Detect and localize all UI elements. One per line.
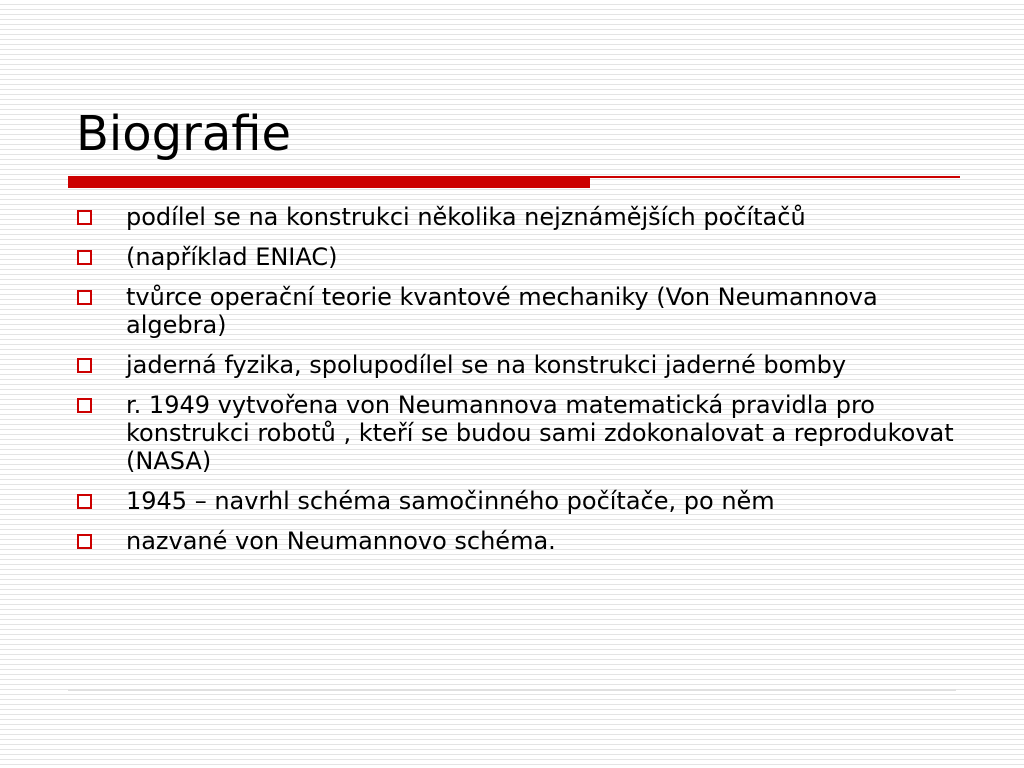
- slide-title: Biografie: [76, 106, 292, 162]
- bullet-text: nazvané von Neumannovo schéma.: [126, 527, 556, 555]
- bullet-text: 1945 – navrhl schéma samočinného počítače, po něm: [126, 487, 775, 515]
- bullet-item: [76, 527, 956, 555]
- bullet-item: [76, 487, 956, 515]
- bullet-item: [76, 203, 956, 231]
- hollow-square-icon: [77, 494, 92, 509]
- bullet-item: [76, 283, 956, 339]
- bullet-item: [76, 243, 956, 271]
- bullet-text: r. 1949 vytvořena von Neumannova matematická pravidla pro konstrukci robotů , kteří se budou sami zdokonalovat a reprodukovat (NASA): [126, 391, 954, 475]
- hollow-square-icon: [77, 290, 92, 305]
- bullet-item: [76, 391, 956, 475]
- bullet-text: jaderná fyzika, spolupodílel se na konstrukci jaderné bomby: [126, 351, 847, 379]
- hollow-square-icon: [77, 534, 92, 549]
- bullet-list: [76, 203, 956, 567]
- title-underline-thin: [590, 176, 960, 178]
- hollow-square-icon: [77, 398, 92, 413]
- bullet-text: podílel se na konstrukci několika nejznámějších počítačů: [126, 203, 806, 231]
- bullet-item: [76, 351, 956, 379]
- hollow-square-icon: [77, 210, 92, 225]
- hollow-square-icon: [77, 250, 92, 265]
- hollow-square-icon: [77, 358, 92, 373]
- footer-divider: [68, 689, 956, 691]
- bullet-text: tvůrce operační teorie kvantové mechaniky (Von Neumannova algebra): [126, 283, 878, 339]
- title-underline-thick: [68, 176, 590, 188]
- bullet-text: (například ENIAC): [126, 243, 338, 271]
